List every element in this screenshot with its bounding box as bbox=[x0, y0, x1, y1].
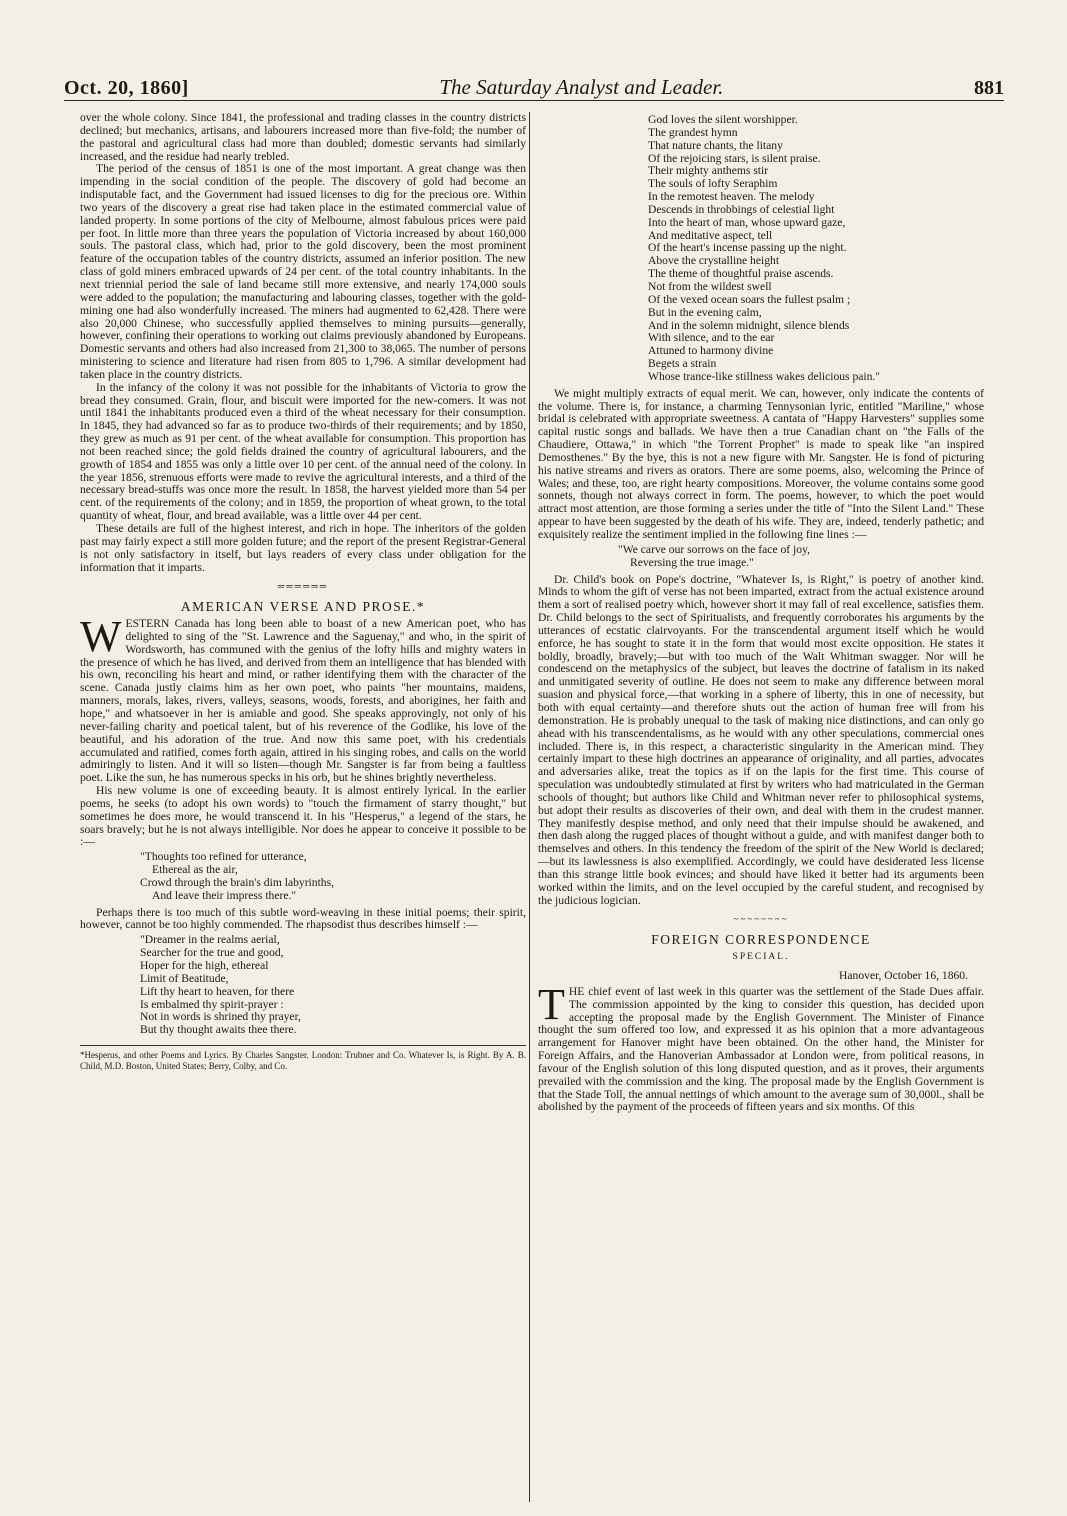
paragraph: We might multiply extracts of equal merit. We can, however, only indicate the contents of the volume. There is, for instance, a charming Tennysonian lyric, entitled "Mariline," whose bridal is celebrated with appropriate sweetness. A cantata of "Happy Harvesters" supplies some capital rustic songs and ballads. We have then a true Canadian chant on "the Falls of the Chaudiere, Ottawa," in which "the Torrent Prophet" is made to speak like "an inspired Demosthenes." By the bye, this is not a new figure with Mr. Sangster. He is fond of picturing his native streams and rivers as orators. There are some poems, also, welcoming the Prince of Wales; and these, too, are right hearty compositions. Moreover, the volume contains some good sonnets, though not always correct in form. The poems, however, to which the poet would attract most attention, are those forming a series under the title of "Into the Silent Land." These appear to have been suggested by the death of his wife. They are, indeed, tenderly pathetic; and exquisitely realize the sentiment implied in the following fine lines :— bbox=[538, 386, 984, 541]
verse-line: Limit of Beatitude, bbox=[140, 971, 229, 985]
dateline: Hanover, October 16, 1860. bbox=[839, 969, 968, 982]
verse-line: Searcher for the true and good, bbox=[140, 946, 284, 960]
paragraph: Dr. Child's book on Pope's doctrine, "Whatever Is, is Right," is poetry of another kind. Minds to whom the gift of verse has not been imparted, extract from the actual existence around them a sort of realised poetry which, however short it may fall of real excellence, satisfies them. Dr. Child belongs to the sect of Spiritualists, and frequently corroborates his arguments by the utterances of ecstatic clairvoyants. For the transcendental argument itself which he would enforce, he has sought to state it in the form that would most excite opposition. He states it boldly, broadly, bravely;—but with too much of the Walt Whitman swagger. Nor will he condescend on the metaphysics of the subject, but leaves the doctrine of fatalism in its naked and unmitigated severity of outline. He does not seem to make any difference between moral suasion and physical force,—that working in a sphere of liberty, this in one of necessity, but both with equal certainty—and therefore shuts out the action of human free will from his demonstration. He is probably unequal to the task of making nice distinctions, and can only go ahead with his transcendentalisms, as he would with any other speculations, commercial ones included. There is, in this respect, a characteristic singularity in the American mind. They certainly impart to these high doctrines an appearance of originality, and all parties, advocates and adversaries alike, treat the topics as if on the lapis for the first time. This course of speculation was undoubtedly stimulated at first by writers who had matriculated in the German schools of thought; but authors like Child and Whitman never refer to philosophical systems, but adopt their results as discoveries of their own, and deal with them in the crudest manner. They manifestly despise method, and only need that their impulse should be awakened, and then dash along the rugged places of thought without a guide, and with manifest danger both to themselves and others. In this tendency the freedom of the spirit of the New World is declared;—but its lawlessness is also exemplified. Accordingly, we could have desiderated less license than this strange little book evinces; and should have liked it better had its arguments been worked within the limits, and on the level occupied by the careful student, and recognised by the judicious logician. bbox=[538, 572, 984, 907]
paragraph: Perhaps there is too much of this subtle word-weaving in these initial poems; their spirit, however, cannot be too highly commended. The rhapsodist thus describes himself :— bbox=[80, 905, 526, 932]
article-opening bbox=[80, 612, 526, 785]
column-divider bbox=[529, 112, 530, 1502]
verse-quote bbox=[80, 851, 526, 902]
verse-line: "Dreamer in the realms aerial, bbox=[140, 933, 280, 947]
verse-line: And leave their impress there." bbox=[152, 888, 297, 902]
verse-line: Of the vexed ocean soars the fullest psalm ; bbox=[648, 292, 851, 306]
article-opening bbox=[538, 979, 984, 1114]
verse-line: Into the heart of man, whose upward gaze, bbox=[648, 215, 846, 229]
paragraph: over the whole colony. Since 1841, the professional and trading classes in the country districts declined; but mechanics, artisans, and labourers increased more than five-fold; the number of the pastoral and agricultural class had more than doubled; domestic servants had similarly increased, and the residue had nearly trebled. bbox=[80, 112, 526, 163]
verse-line: Not in words is shrined thy prayer, bbox=[140, 1010, 301, 1024]
verse-line: Of the heart's incense passing up the night. bbox=[648, 241, 847, 255]
drop-cap: T bbox=[538, 979, 565, 1029]
verse-line: Descends in throbbings of celestial light bbox=[648, 202, 835, 216]
verse-line: Ethereal as the air, bbox=[152, 863, 238, 877]
footnote: *Hesperus, and other Poems and Lyrics. By Charles Sangster. London: Trubner and Co. Whatever Is, is Right. By A. B. Child, M.D. Boston, United States; Berry, Colby, and Co. bbox=[80, 1045, 526, 1071]
paragraph: His new volume is one of exceeding beauty. It is almost entirely lyrical. In the earlier poems, he seeks (to adopt his own words) to "touch the firmament of starry thought," but sometimes he does more, he would transcend it. In his "Hesperus," a legend of the stars, he soars bravely; but he is not always intelligible. Nor does he appear to conceive it possible to be :— bbox=[80, 784, 526, 849]
verse-line: Lift thy heart to heaven, for there bbox=[140, 984, 295, 998]
verse-line: That nature chants, the litany bbox=[648, 138, 783, 152]
section-title-american-verse: AMERICAN VERSE AND PROSE.* bbox=[180, 599, 426, 615]
verse-line: Reversing the true image." bbox=[630, 555, 754, 569]
page-number: 881 bbox=[974, 77, 1004, 99]
paragraph: In the infancy of the colony it was not possible for the inhabitants of Victoria to grow the bread they consumed. Grain, flour, and biscuit were imported for the new-comers. It was not until 1841 the inhabitants produced even a third of the wheat necessary for their consumption. In 1845, they had advanced so far as to produce two-thirds of their requirements; and by 1850, they grew as much as 91 per cent. of the wheat available for consumption. This proportion has not been reached since; the gold fields drained the country of agricultural labourers, and the growth of 1854 and 1855 was only a little over 10 per cent. of the annual need of the colony. In the year 1856, strenuous efforts were made to revive the agricultural interests, and a third of the necessary bread-stuffs was once more the result. In 1858, the harvest yielded more than 54 per cent. of the requirements of the colony; and in 1859, the proportion of wheat grown, to the total quantity of wheat, flour, and bread available, was a little over 44 per cent. bbox=[80, 380, 526, 523]
verse-line: Hoper for the high, ethereal bbox=[140, 959, 269, 972]
publication-title: The Saturday Analyst and Leader. bbox=[439, 75, 724, 99]
paragraph: These details are full of the highest interest, and rich in hope. The inheritors of the golden past may fairly expect a still more golden future; and the report of the present Registrar-General is not only satisfactory in itself, but lays readers of every class under obligation for the information that it imparts. bbox=[80, 522, 526, 574]
verse-line: Not from the wildest swell bbox=[648, 279, 772, 293]
verse-line: God loves the silent worshipper. bbox=[648, 113, 798, 126]
verse-line: In the remotest heaven. The melody bbox=[648, 190, 815, 204]
paragraph-text: HE chief event of last week in this quarter was the settlement of the Stade Dues affair. The commission appointed by the king to consider this question, has decided upon accepting the proposal made by the English Government. The Minister of Finance thought the sum offered too low, and expressed it as his opinion that a more advantageous arrangement for Hanover might have been obtained. On the other hand, the Minister for Foreign Affairs, and the Hanoverian Ambassador at London were, from political reasons, in favour of the English solution of this long disputed question, and as it proves, their arguments prevailed with the commission and the king. The proposal made by the English Government is that the Stade Toll, the annual nettings of which amount to the average sum of 30,000l., shall be abolished by the payment of the proceeds of fifteen years and six months. Of this bbox=[538, 984, 984, 1114]
drop-cap: W bbox=[80, 612, 122, 662]
left-column bbox=[80, 112, 526, 1508]
verse-line: And in the solemn midnight, silence blends bbox=[648, 318, 850, 332]
verse-line: Their mighty anthems stir bbox=[648, 164, 769, 178]
verse-line: "Thoughts too refined for utterance, bbox=[140, 850, 307, 864]
verse-quote bbox=[538, 544, 984, 570]
verse-line: The theme of thoughtful praise ascends. bbox=[648, 267, 834, 281]
page-header bbox=[64, 66, 1004, 101]
verse-quote bbox=[538, 114, 984, 384]
section-ornament: ══════ bbox=[277, 581, 329, 592]
issue-date: Oct. 20, 1860] bbox=[64, 77, 189, 99]
paragraph: The period of the census of 1851 is one of the most important. A great change was then impending in the social condition of the people. The discovery of gold had become an indisputable fact, and the Government had issued licenses to dig for the precious ore. Within two years of the discovery a great rise had taken place in the estimated commercial value of landed property. In some portions of the city of Melbourne, almost fabulous prices were paid per foot. In little more than three years the population of Victoria increased by about 160,000 souls. The pastoral class, which had, prior to the gold discovery, been the most prominent feature of the occupation tables of the country districts, assumed an inferior position. The new class of gold miners embraced upwards of 24 per cent. of the total country inhabitants. In the next triennial period the sale of land became still more extensive, and nearly 174,000 souls were added to the population; the manufacturing and labouring classes, together with the gold-mining one had also wonderfully increased. The miners had augmented to 62,428. There were also 20,000 Chinese, who successfully applied themselves to mining pursuits—generally, however, confining their operations to working out claims previously abandoned by Europeans. Domestic servants and others had also increased from 21,300 to 38,065. The number of persons ministering to science and literature had risen from 805 to 1,796. A similar development had taken place in the country districts. bbox=[80, 162, 526, 381]
verse-line: Of the rejoicing stars, is silent praise. bbox=[648, 151, 821, 165]
verse-line: Crowd through the brain's dim labyrinths, bbox=[140, 875, 335, 889]
verse-line: The souls of lofty Seraphim bbox=[648, 177, 778, 191]
section-ornament: ~~~~~~~~ bbox=[733, 914, 789, 925]
verse-line: Is embalmed thy spirit-prayer : bbox=[140, 997, 284, 1011]
right-column bbox=[538, 112, 984, 1508]
verse-line: Begets a strain bbox=[648, 357, 717, 371]
verse-line: But in the evening calm, bbox=[648, 305, 762, 319]
section-subtitle: SPECIAL. bbox=[732, 952, 790, 963]
verse-line: The grandest hymn bbox=[648, 125, 738, 139]
verse-line: "We carve our sorrows on the face of joy, bbox=[618, 542, 811, 556]
verse-line: But thy thought awaits thee there. bbox=[140, 1023, 297, 1037]
verse-line: Whose trance-like stillness wakes delicious pain." bbox=[648, 369, 881, 383]
verse-line: Above the crystalline height bbox=[648, 254, 780, 268]
verse-line: And meditative aspect, tell bbox=[648, 228, 773, 242]
verse-quote bbox=[80, 934, 526, 1037]
section-title-foreign-correspondence: FOREIGN CORRESPONDENCE bbox=[651, 932, 871, 948]
verse-line: With silence, and to the ear bbox=[648, 331, 775, 345]
paragraph-text: ESTERN Canada has long been able to boast of a new American poet, who has delighted to sing of the "St. Lawrence and the Saguenay," and who, in the spirit of Wordsworth, has communed with the genius of the lofty hills and mighty waters in the presence of which he has lived, and derived from them an intelligence that has blended with his own, reconciling his heart and mind, or rather identifying them with the character of the scene. Canada justly claims him as her own poet, who paints "her mountains, maidens, manners, morals, lakes, rivers, valleys, seasons, woods, forests, and aborigines, her faith and hope," and whatsoever in her is amiable and good. She speaks approvingly, not only of his never-failing charity and poetical talent, but of his reverence of the Godlike, his love of the beautiful, and his adoration of the true. And now this same poet, with his credentials accumulated and ratified, comes forth again, attired in his singing robes, and calls on the world admiringly to listen. And it will so listen—though Mr. Sangster is far from being a faultless poet. Like the sun, he has numerous specks in his orb, but he shines brightly nevertheless. bbox=[80, 617, 526, 785]
verse-line: Attuned to harmony divine bbox=[648, 344, 774, 358]
